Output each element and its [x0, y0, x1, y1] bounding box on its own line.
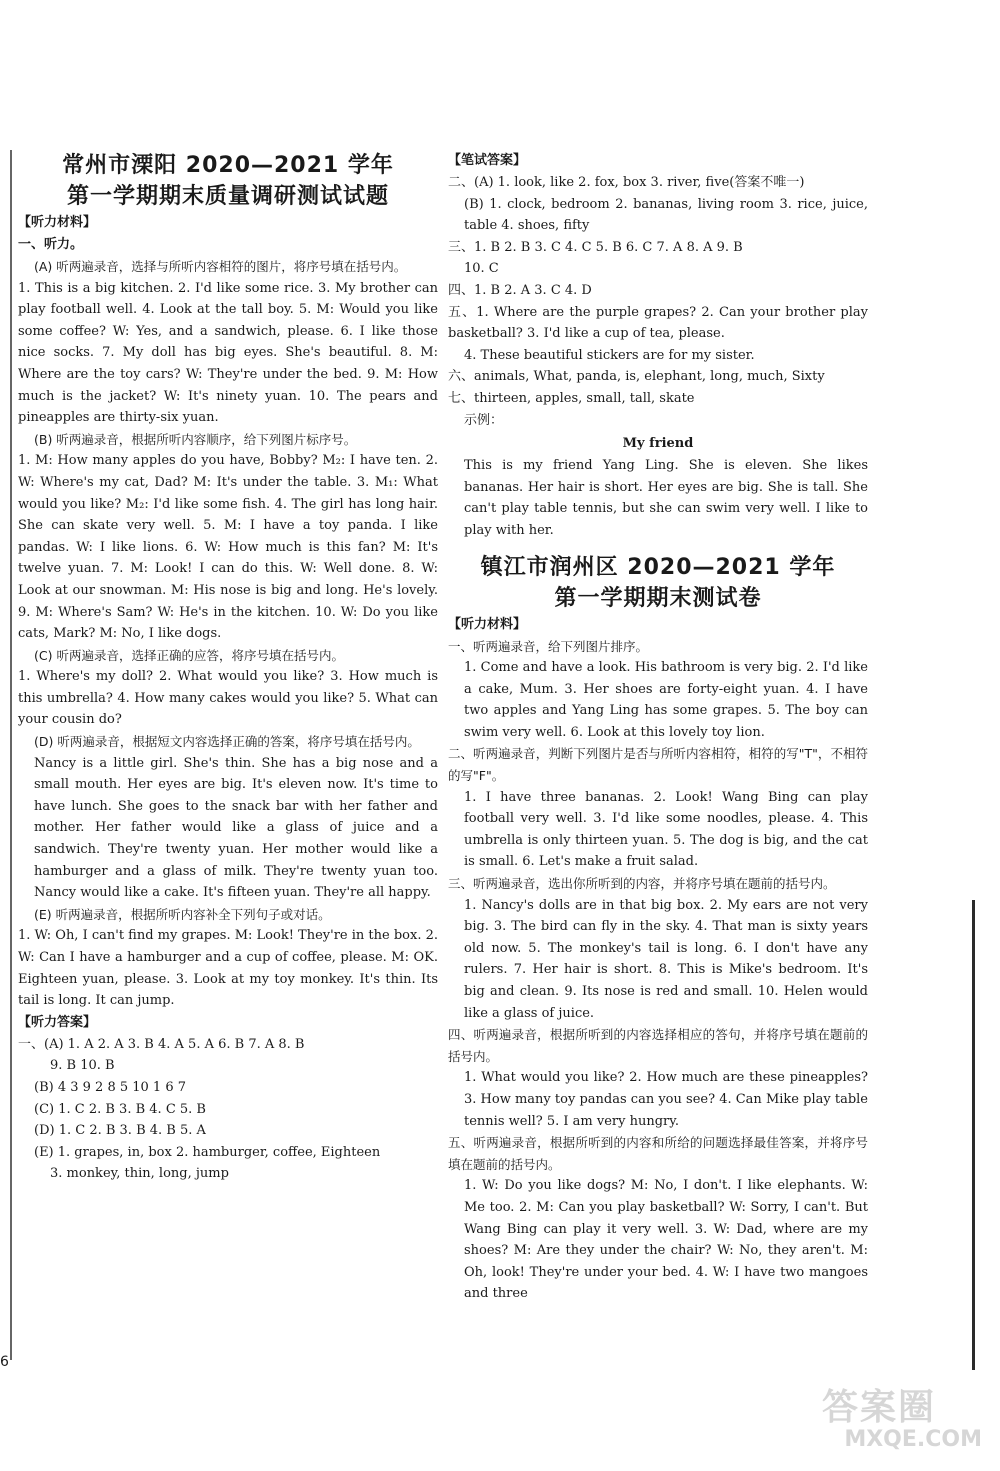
- transcript-4: 1. What would you like? 2. How much are these pineapples? 3. How many toy pandas can you see? 4. Can Mike play table tennis well? 5. I am very hungry.: [464, 1070, 868, 1129]
- answer-line: 三、1. B 2. B 3. C 4. C 5. B 6. C 7. A 8. A 9. B: [448, 239, 743, 255]
- right-column: [448, 150, 868, 1305]
- instruction-b: (B) 听两遍录音，根据所听内容顺序，给下列图片标序号。: [34, 431, 357, 447]
- answer-line: (E) 1. grapes, in, box 2. hamburger, coffee, Eighteen: [34, 1144, 381, 1160]
- exam-title-line1: 常州市溧阳 2020—2021 学年: [62, 153, 394, 178]
- answer-line: (C) 1. C 2. B 3. B 4. C 5. B: [34, 1101, 206, 1117]
- part-heading: 一、听力。: [18, 237, 84, 252]
- section-heading: 【听力材料】: [18, 215, 97, 230]
- section-heading: 【笔试答案】: [448, 153, 527, 168]
- instruction-1: 一、听两遍录音，给下列图片排序。: [448, 638, 649, 654]
- instruction-2: 二、听两遍录音，判断下列图片是否与所听内容相符，相符的写"T"，不相符的写"F"。: [448, 746, 868, 784]
- page-number: 6: [0, 1354, 9, 1370]
- answer-line: 七、thirteen, apples, small, tall, skate: [448, 390, 695, 406]
- watermark-logo: [822, 1388, 982, 1458]
- transcript-d: Nancy is a little girl. She's thin. She has a big nose and a small mouth. Her eyes are big. It's eleven now. It's time to have lunch. She goes to the snack bar with her father and mother. Her father would like a glass of juice and a sandwich. They're twenty yuan. Her mother would like a hamburger and a glass of milk. They're twenty yuan too. Nancy would like a cake. It's fifteen yuan. They're all happy.: [34, 755, 438, 901]
- instruction-4: 四、听两遍录音，根据所听到的内容选择相应的答句，并将序号填在题前的括号内。: [448, 1027, 868, 1064]
- left-column: [10, 150, 438, 1360]
- transcript-a: 1. This is a big kitchen. 2. I'd like some rice. 3. My brother can play football well. 4. Look at the tall boy. 5. M: Would you like some coffee? W: Yes, and a sandwich, please. 6. I like those nice socks. 7. My doll has big eyes. She's beautiful. 8. M: Where are the toy cars? W: They're under the bed. 9. M: How much is the jacket? W: It's ninety yuan. 10. The pears and pineapples are thirty-six yuan.: [18, 280, 438, 426]
- instruction-3: 三、听两遍录音，选出你所听到的内容，并将序号填在题前的括号内。: [448, 876, 836, 892]
- exam-title-line2: 第一学期期末测试卷: [554, 585, 762, 611]
- instruction-e: (E) 听两遍录音，根据所听内容补全下列句子或对话。: [34, 906, 331, 922]
- answer-line: 一、(A) 1. A 2. A 3. B 4. A 5. A 6. B 7. A 8. B: [18, 1036, 305, 1052]
- instruction-a: (A) 听两遍录音，选择与所听内容相符的图片，将序号填在括号内。: [34, 259, 407, 274]
- answer-line: 10. C: [464, 261, 499, 277]
- transcript-1: 1. Come and have a look. His bathroom is very big. 2. I'd like a cake, Mum. 3. Her shoes are forty-eight yuan. 4. I have two apples and Yang Ling has some grapes. 5. The boy can swim very well. 6. Look at this lovely toy lion.: [464, 660, 868, 740]
- answer-line: 四、1. B 2. A 3. C 4. D: [448, 282, 592, 298]
- answer-line: 五、1. Where are the purple grapes? 2. Can your brother play basketball? 3. I'd like a cup of tea, please.: [448, 304, 868, 342]
- answer-line: 六、animals, What, panda, is, elephant, long, much, Sixty: [448, 369, 825, 385]
- page-edge-rule: [972, 900, 975, 1370]
- answers-heading: 【听力答案】: [18, 1014, 97, 1030]
- instruction-d: (D) 听两遍录音，根据短文内容选择正确的答案，将序号填在括号内。: [34, 734, 420, 750]
- transcript-3: 1. Nancy's dolls are in that big box. 2. My ears are not very big. 3. The bird can fly in the sky. 4. That man is sixty years old now. 5. The monkey's tail is long. 6. I don't have any rulers. 7. Her hair is short. 8. This is Mike's bedroom. It's big and clean. 9. Its nose is red and small. 10. Helen would like a glass of juice.: [464, 897, 868, 1021]
- transcript-2: 1. I have three bananas. 2. Look! Wang Bing can play football very well. 3. I'd like some noodles, please. 4. This umbrella is only thirteen yuan. 5. The dog is big, and the cat is small. 6. Let's make a fruit salad.: [464, 789, 868, 870]
- answer-line: 9. B 10. B: [50, 1058, 115, 1074]
- transcript-b: 1. M: How many apples do you have, Bobby? M₂: I have ten. 2. W: Where's my cat, Dad? M: It's under the table. 3. M₁: What would you like? M₂: I'd like some fish. 4. The girl has long hair. She can skate very well. 5. M: I have a toy panda. I like pandas. W: I like lions. 6. W: How much is this fan? M: It's twelve yuan. 7. M: Look! I can do this. W: Well done. 8. W: Look at our snowman. M: His nose is big and long. He's lovely. 9. M: Where's Sam? W: He's in the kitchen. 10. W: Do you like cats, Mark? M: No, I like dogs.: [18, 453, 438, 642]
- answer-line: 4. These beautiful stickers are for my sister.: [464, 347, 755, 363]
- transcript-c: 1. Where's my doll? 2. What would you like? 3. How much is this umbrella? 4. How many cakes would you like? 5. What can your cousin do?: [18, 669, 438, 728]
- watermark-top: 答案圈: [822, 1387, 937, 1428]
- transcript-e: 1. W: Oh, I can't find my grapes. M: Look! They're in the box. 2. W: Can I have a hamburger and a cup of coffee, please. M: OK. Eighteen yuan, please. 3. Look at my toy monkey. It's thin. Its tail is long. It can jump.: [18, 928, 438, 1009]
- answer-line: (D) 1. C 2. B 3. B 4. B 5. A: [34, 1123, 206, 1139]
- example-text: This is my friend Yang Ling. She is eleven. She likes bananas. Her hair is short. Her eyes are big. She is tall. She can't play table tennis, but she can swim very well. I like to play with her.: [464, 458, 868, 538]
- transcript-5: 1. W: Do you like dogs? M: No, I don't. I like elephants. W: Me too. 2. M: Can you play basketball? W: Sorry, I can't. But Wang Bing can play it very well. 3. W: Dad, where are my shoes? M: Are they under the chair? W: No, they aren't. M: Oh, look! They're under your bed. 4. W: I have two mangoes and three: [464, 1178, 868, 1302]
- answer-line: 3. monkey, thin, long, jump: [50, 1166, 229, 1182]
- watermark-bottom: MXQE.COM: [844, 1427, 982, 1452]
- answer-line: (B) 4 3 9 2 8 5 10 1 6 7: [34, 1079, 187, 1095]
- example-title: My friend: [622, 436, 694, 452]
- section-heading: 【听力材料】: [448, 616, 527, 632]
- answer-line: 二、(A) 1. look, like 2. fox, box 3. river, five(答案不唯一): [448, 175, 805, 190]
- answer-line: (B) 1. clock, bedroom 2. bananas, living room 3. rice, juice, table 4. shoes, fifty: [464, 196, 868, 234]
- example-label: 示例：: [464, 412, 504, 428]
- exam-title-line1: 镇江市润州区 2020—2021 学年: [480, 554, 836, 580]
- instruction-5: 五、听两遍录音，根据所听到的内容和所给的问题选择最佳答案，并将序号填在题前的括号内。: [448, 1135, 868, 1172]
- instruction-c: (C) 听两遍录音，选择正确的应答，将序号填在括号内。: [34, 647, 344, 663]
- exam-title-line2: 第一学期期末质量调研测试试题: [66, 184, 389, 209]
